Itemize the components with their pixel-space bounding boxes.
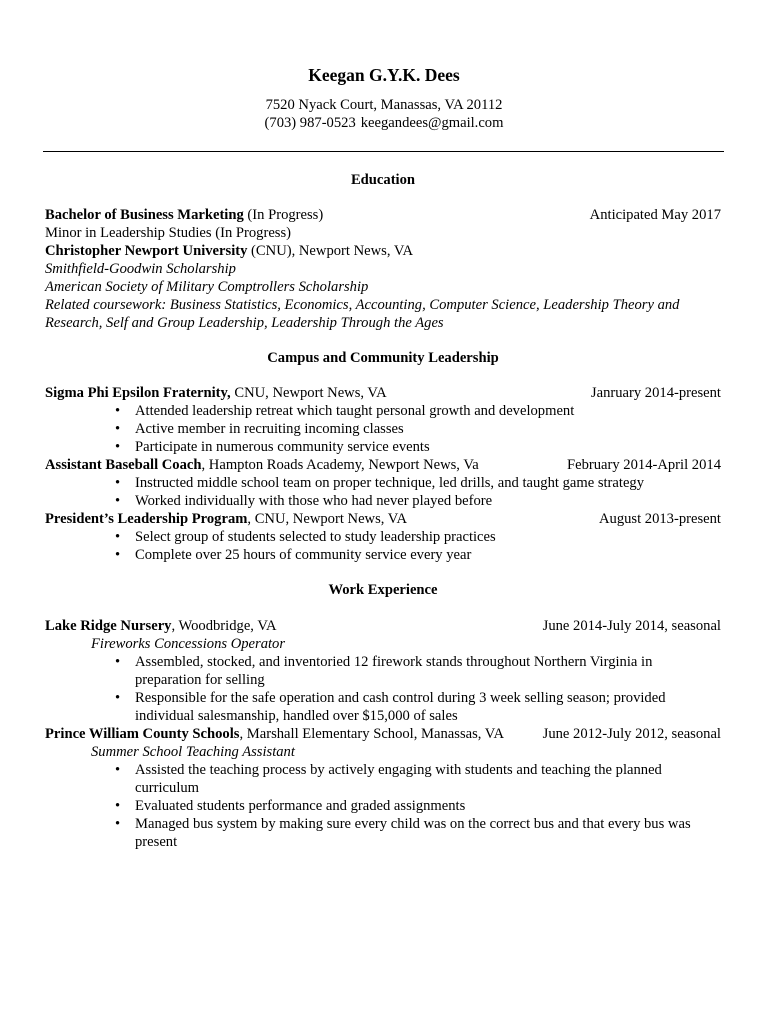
org-location: , Hampton Roads Academy, Newport News, Va [201, 457, 479, 473]
bullet-list [45, 402, 721, 456]
employer-location: , Woodbridge, VA [171, 618, 277, 634]
bullet-item: • Evaluated students performance and graded assignments [45, 797, 721, 815]
org-location: CNU, Newport News, VA [230, 385, 387, 401]
scholarship-item: Smithfield-Goodwin Scholarship [45, 261, 236, 277]
bullet-item: • Responsible for the safe operation and cash control during 3 week selling season; provided individual salesmanship, handled over $15,000 of sales [45, 689, 721, 725]
header-divider [43, 151, 724, 152]
bullet-item: • Instructed middle school team on proper technique, led drills, and taught game strategy [45, 474, 721, 492]
scholarship-item: American Society of Military Comptrollers Scholarship [45, 279, 369, 295]
employer-name: Lake Ridge Nursery [45, 618, 172, 634]
bullet-item: • Attended leadership retreat which taught personal growth and development [45, 402, 721, 420]
resume-body [45, 171, 721, 851]
entry-date: February 2014-April 2014 [566, 457, 721, 473]
section-title-leadership: Campus and Community Leadership [267, 350, 499, 366]
bullet-list [45, 653, 721, 725]
school-name: Christopher Newport University [45, 243, 248, 259]
leadership-entry-header [45, 384, 721, 402]
bullet-item: • Complete over 25 hours of community service every year [45, 546, 721, 564]
section-title-education: Education [350, 172, 416, 188]
employer-name: Prince William County Schools [45, 726, 240, 742]
candidate-name: Keegan G.Y.K. Dees [308, 65, 460, 85]
address: 7520 Nyack Court, Manassas, VA 20112 [265, 97, 503, 113]
bullet-item: • Assembled, stocked, and inventoried 12 firework stands throughout Northern Virginia in preparation for selling [45, 653, 721, 689]
entry-date: August 2013-present [598, 511, 721, 527]
org-location: , CNU, Newport News, VA [247, 511, 407, 527]
bullet-item: • Participate in numerous community service events [45, 438, 721, 456]
bullet-item: • Active member in recruiting incoming classes [45, 420, 721, 438]
minor: Minor in Leadership Studies (In Progress) [45, 225, 292, 241]
job-title: Fireworks Concessions Operator [91, 636, 286, 652]
coursework-line: Related coursework: Business Statistics, Economics, Accounting, Computer Science, Leadership Theory and [45, 297, 680, 313]
work-entry-header [45, 617, 721, 635]
bullet-item: • Managed bus system by making sure every child was on the correct bus and that every bus was present [45, 815, 721, 851]
employer-location: , Marshall Elementary School, Manassas, VA [239, 726, 505, 742]
job-title: Summer School Teaching Assistant [91, 744, 295, 760]
entry-date: Janruary 2014-present [590, 385, 721, 401]
entry-date: June 2014-July 2014, seasonal [542, 618, 721, 634]
school-line [45, 242, 721, 260]
section-title-work: Work Experience [328, 582, 438, 598]
work-entry-header [45, 725, 721, 743]
coursework-line: Research, Self and Group Leadership, Leadership Through the Ages [45, 315, 444, 331]
degree-status: (In Progress) [243, 207, 324, 223]
education-degree-row [45, 206, 721, 224]
bullet-item: • Select group of students selected to study leadership practices [45, 528, 721, 546]
org-name: Assistant Baseball Coach [45, 457, 202, 473]
bullet-list [45, 474, 721, 510]
leadership-entry-header [45, 510, 721, 528]
degree-name: Bachelor of Business Marketing [45, 207, 244, 223]
resume-header [0, 64, 768, 132]
bullet-item: • Worked individually with those who had never played before [45, 492, 721, 510]
school-location: (CNU), Newport News, VA [247, 243, 414, 259]
org-name: Sigma Phi Epsilon Fraternity, [45, 385, 231, 401]
phone: (703) 987-0523 [264, 115, 356, 131]
org-name: President’s Leadership Program [45, 511, 248, 527]
leadership-entry-header [45, 456, 721, 474]
bullet-list [45, 528, 721, 564]
contact-line [0, 114, 768, 132]
email: keegandees@gmail.com [360, 115, 504, 131]
bullet-item: • Assisted the teaching process by actively engaging with students and teaching the planned curriculum [45, 761, 721, 797]
entry-date: June 2012-July 2012, seasonal [542, 726, 721, 742]
degree-date: Anticipated May 2017 [589, 207, 721, 223]
bullet-list [45, 761, 721, 851]
